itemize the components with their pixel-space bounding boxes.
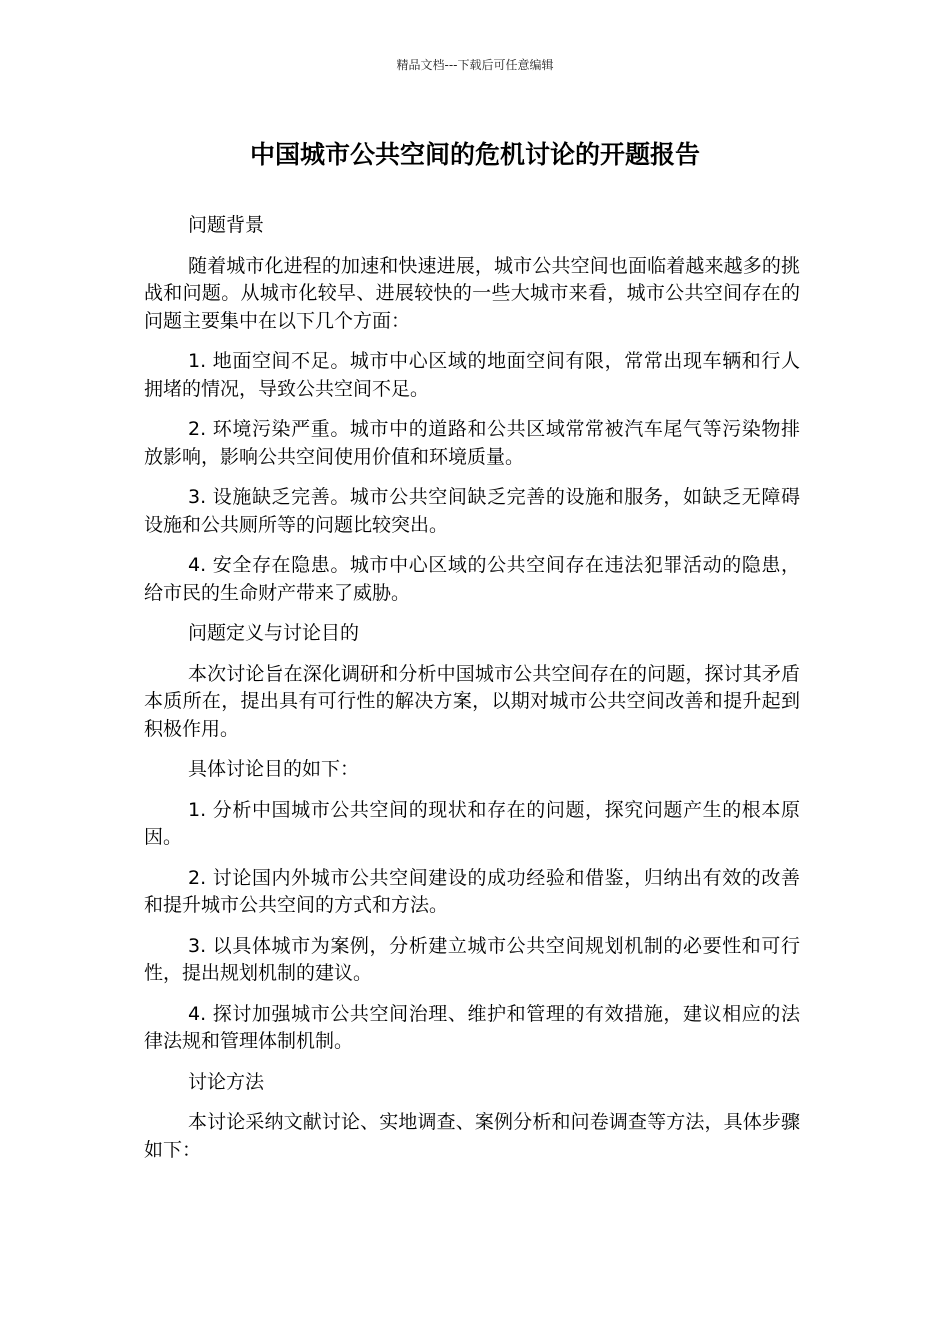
goal-item-4: 4. 探讨加强城市公共空间治理、维护和管理的有效措施，建议相应的法律法规和管理体制机制。 [144, 1002, 800, 1052]
goal-item-3: 3. 以具体城市为案例，分析建立城市公共空间规划机制的必要性和可行性，提出规划机制的建议。 [144, 934, 800, 984]
problem-item-1: 1. 地面空间不足。城市中心区域的地面空间有限，常常出现车辆和行人拥堵的情况，导致公共空间不足。 [144, 350, 800, 400]
paragraph-purpose-intro: 本次讨论旨在深化调研和分析中国城市公共空间存在的问题，探讨其矛盾本质所在，提出具有可行性的解决方案，以期对城市公共空间改善和提升起到积极作用。 [144, 662, 800, 740]
goal-item-2: 2. 讨论国内外城市公共空间建设的成功经验和借鉴，归纳出有效的改善和提升城市公共空间的方式和方法。 [144, 866, 800, 916]
header-note: 精品文档---下载后可任意编辑 [396, 58, 554, 72]
paragraph-methods-intro: 本讨论采纳文献讨论、实地调查、案例分析和问卷调查等方法，具体步骤如下： [144, 1111, 800, 1161]
goal-item-1: 1. 分析中国城市公共空间的现状和存在的问题，探究问题产生的根本原因。 [144, 798, 800, 848]
problem-item-3: 3. 设施缺乏完善。城市公共空间缺乏完善的设施和服务，如缺乏无障碍设施和公共厕所等的问题比较突出。 [144, 486, 800, 536]
problem-item-4: 4. 安全存在隐患。城市中心区域的公共空间存在违法犯罪活动的隐患，给市民的生命财产带来了威胁。 [144, 554, 800, 604]
goals-heading: 具体讨论目的如下： [188, 758, 360, 780]
problem-item-2: 2. 环境污染严重。城市中的道路和公共区域常常被汽车尾气等污染物排放影响，影响公共空间使用价值和环境质量。 [144, 418, 800, 468]
section-heading-background: 问题背景 [188, 214, 265, 236]
section-heading-methods: 讨论方法 [188, 1070, 265, 1093]
document-body [144, 212, 800, 1177]
paragraph-background-intro: 随着城市化进程的加速和快速进展，城市公共空间也面临着越来越多的挑战和问题。从城市化较早、进展较快的一些大城市来看，城市公共空间存在的问题主要集中在以下几个方面： [144, 254, 800, 332]
section-heading-purpose: 问题定义与讨论目的 [188, 622, 360, 644]
document-title: 中国城市公共空间的危机讨论的开题报告 [249, 140, 700, 169]
